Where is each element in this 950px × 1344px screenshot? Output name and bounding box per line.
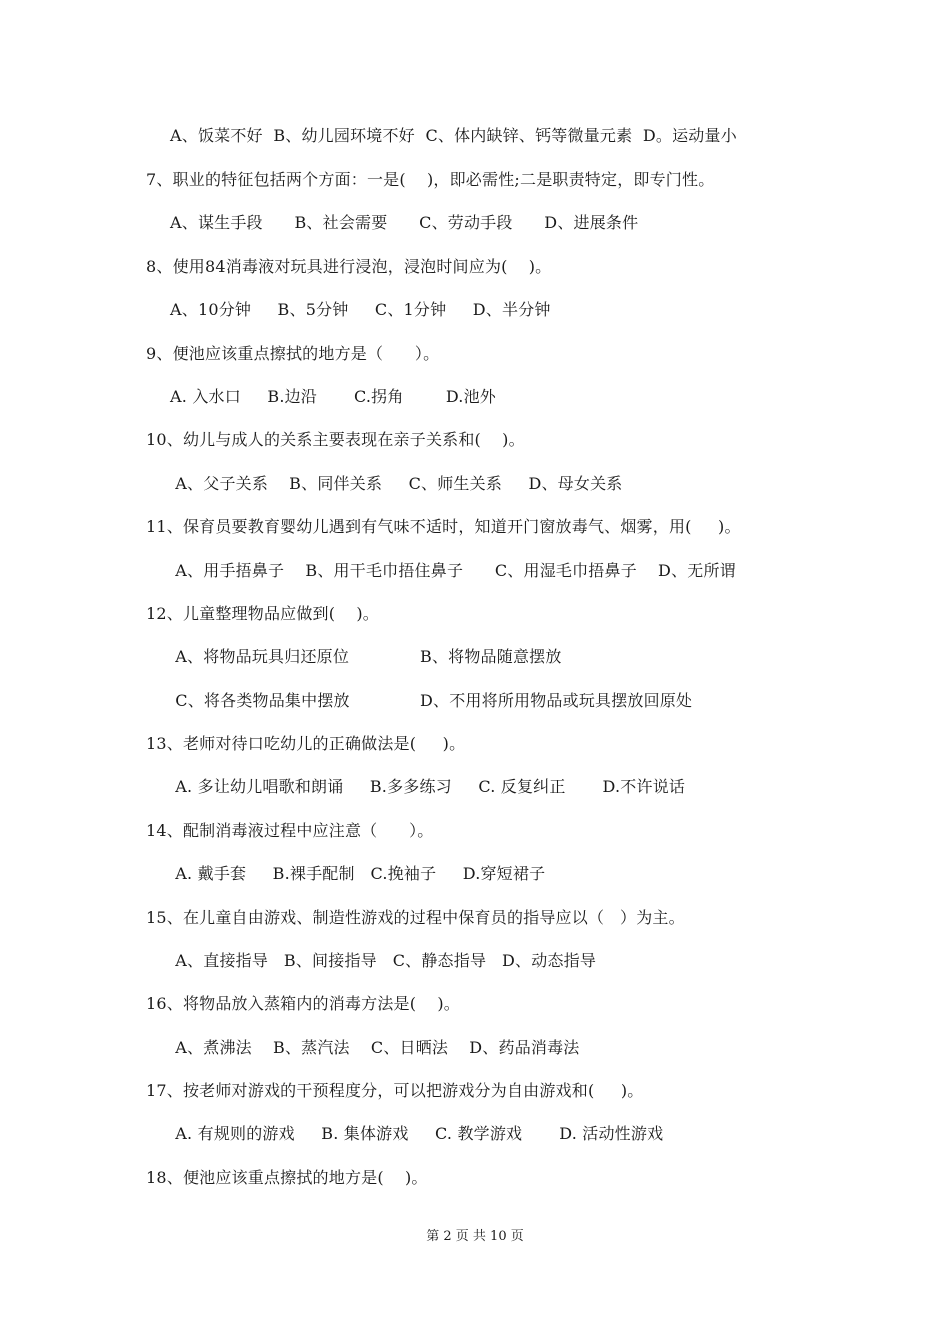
question-10: 10、幼儿与成人的关系主要表现在亲子关系和( )。	[146, 430, 525, 449]
q13-options: A. 多让幼儿唱歌和朗诵 B.多多练习 C. 反复纠正 D.不许说话	[170, 777, 686, 796]
q14-options: A. 戴手套 B.裸手配制 C.挽袖子 D.穿短裙子	[170, 864, 546, 883]
q12-option-c: C、将各类物品集中摆放	[170, 691, 350, 710]
q8-options: A、10分钟 B、5分钟 C、1分钟 D、半分钟	[170, 300, 551, 319]
question-7: 7、职业的特征包括两个方面：一是( )，即必需性;二是职责特定，即专门性。	[146, 170, 715, 189]
page-footer: 第 2 页 共 10 页	[426, 1229, 524, 1244]
question-11: 11、保育员要教育婴幼儿遇到有气味不适时，知道开门窗放毒气、烟雾，用( )。	[146, 517, 741, 536]
q12-option-a: A、将物品玩具归还原位	[170, 647, 350, 666]
question-18: 18、便池应该重点擦拭的地方是( )。	[146, 1168, 428, 1187]
q9-options: A. 入水口 B.边沿 C.拐角 D.池外	[170, 387, 496, 406]
question-16: 16、将物品放入蒸箱内的消毒方法是( )。	[146, 994, 460, 1013]
q15-options: A、直接指导 B、间接指导 C、静态指导 D、动态指导	[170, 951, 597, 970]
q17-options: A. 有规则的游戏 B. 集体游戏 C. 教学游戏 D. 活动性游戏	[170, 1124, 664, 1143]
q12-option-d: D、不用将所用物品或玩具摆放回原处	[420, 691, 693, 710]
q10-options: A、父子关系 B、同伴关系 C、师生关系 D、母女关系	[170, 474, 623, 493]
q11-options: A、用手捂鼻子 B、用干毛巾捂住鼻子 C、用湿毛巾捂鼻子 D、无所谓	[170, 561, 736, 580]
question-13: 13、老师对待口吃幼儿的正确做法是( )。	[146, 734, 466, 753]
question-9: 9、便池应该重点擦拭的地方是（ ）。	[146, 344, 440, 363]
question-8: 8、使用84消毒液对玩具进行浸泡，浸泡时间应为( )。	[146, 257, 552, 276]
q6-options: A、饭菜不好 B、幼儿园环境不好 C、体内缺锌、钙等微量元素 D。运动量小	[170, 126, 737, 145]
question-17: 17、按老师对游戏的干预程度分，可以把游戏分为自由游戏和( )。	[146, 1081, 644, 1100]
question-15: 15、在儿童自由游戏、制造性游戏的过程中保育员的指导应以（ ）为主。	[146, 908, 685, 927]
q7-options: A、谋生手段 B、社会需要 C、劳动手段 D、进展条件	[170, 213, 639, 232]
q16-options: A、煮沸法 B、蒸汽法 C、日晒法 D、药品消毒法	[170, 1038, 580, 1057]
question-12: 12、儿童整理物品应做到( )。	[146, 604, 379, 623]
question-14: 14、配制消毒液过程中应注意（ ）。	[146, 821, 434, 840]
q12-option-b: B、将物品随意摆放	[420, 647, 562, 666]
